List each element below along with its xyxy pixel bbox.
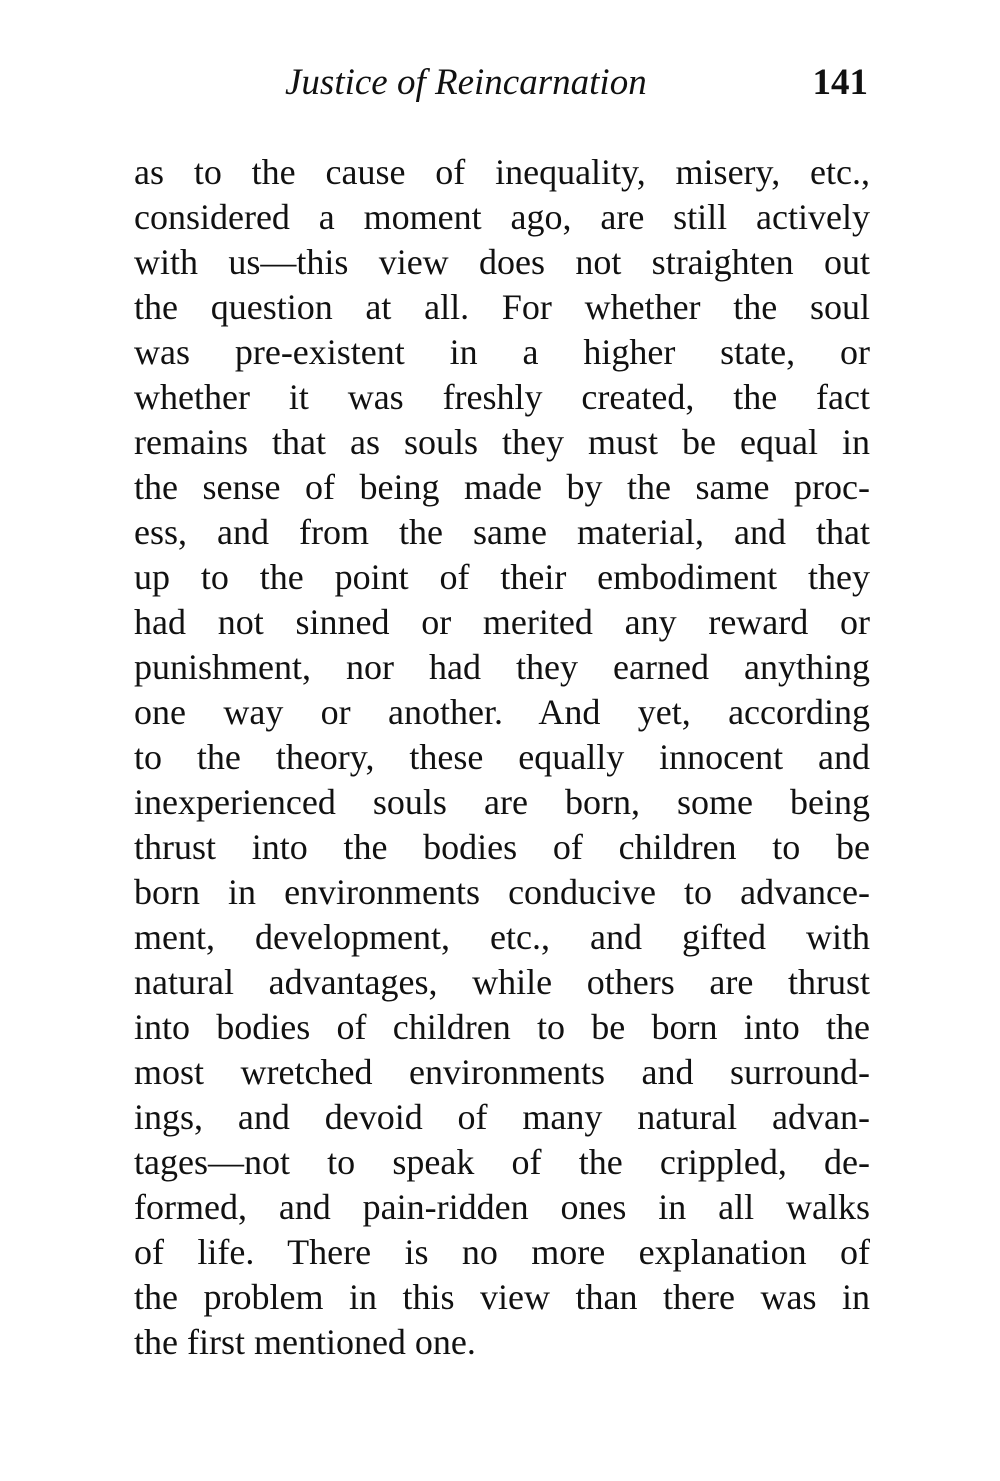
text-line: the question at all. For whether the soul <box>134 287 870 327</box>
text-line: ings, and devoid of many natural advan- <box>134 1097 870 1137</box>
running-title: Justice of Reincarnation <box>285 62 647 103</box>
running-header <box>0 58 1000 108</box>
text-line: ess, and from the same material, and that <box>134 512 870 552</box>
text-line: punishment, nor had they earned anything <box>134 647 870 687</box>
text-line: with us—this view does not straighten out <box>134 242 870 282</box>
page-number: 141 <box>812 62 868 103</box>
text-line: one way or another. And yet, according <box>134 692 870 732</box>
body-paragraph <box>134 150 870 1365</box>
text-line: born in environments conducive to advance- <box>134 872 870 912</box>
text-line: whether it was freshly created, the fact <box>134 377 870 417</box>
text-line: the problem in this view than there was in <box>134 1277 870 1317</box>
text-line: up to the point of their embodiment they <box>134 557 870 597</box>
text-line: to the theory, these equally innocent and <box>134 737 870 777</box>
text-line: was pre-existent in a higher state, or <box>134 332 870 372</box>
text-line: remains that as souls they must be equal in <box>134 422 870 462</box>
text-line: inexperienced souls are born, some being <box>134 782 870 822</box>
text-line: the sense of being made by the same proc- <box>134 467 870 507</box>
text-line: natural advantages, while others are thrust <box>134 962 870 1002</box>
text-line: had not sinned or merited any reward or <box>134 602 870 642</box>
text-line: of life. There is no more explanation of <box>134 1232 870 1272</box>
text-line-last: the first mentioned one. <box>134 1322 476 1362</box>
text-line: formed, and pain-ridden ones in all walks <box>134 1187 870 1227</box>
text-line: ment, development, etc., and gifted with <box>134 917 870 957</box>
text-line: tages—not to speak of the crippled, de- <box>134 1142 870 1182</box>
text-line: as to the cause of inequality, misery, etc., <box>134 152 870 192</box>
text-line: most wretched environments and surround- <box>134 1052 870 1092</box>
text-line: into bodies of children to be born into the <box>134 1007 870 1047</box>
text-line: thrust into the bodies of children to be <box>134 827 870 867</box>
text-line: considered a moment ago, are still actively <box>134 197 870 237</box>
